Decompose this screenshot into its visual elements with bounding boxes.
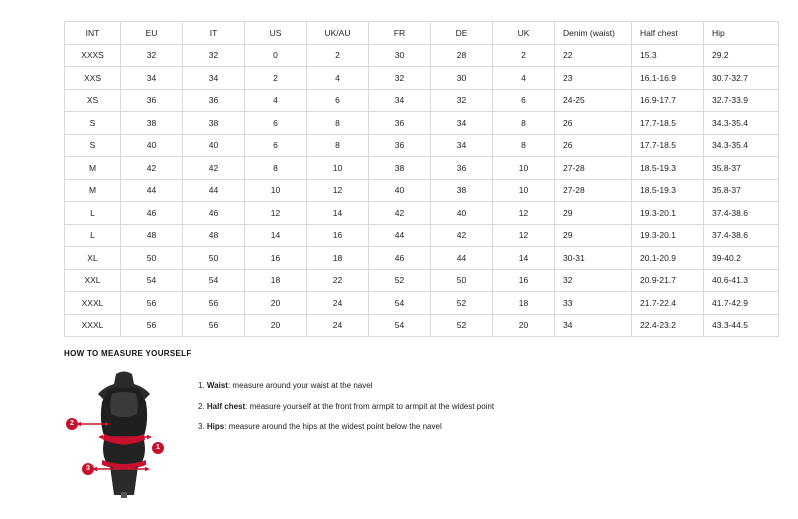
- table-cell: 15.3: [632, 44, 704, 67]
- table-cell: 12: [245, 202, 307, 225]
- table-cell: 18: [245, 269, 307, 292]
- table-row: [65, 89, 779, 112]
- table-cell: 56: [183, 292, 245, 315]
- table-cell: 24: [307, 292, 369, 315]
- table-cell: 38: [121, 112, 183, 135]
- table-cell: 34: [369, 89, 431, 112]
- table-cell: 34.3-35.4: [704, 112, 779, 135]
- table-cell: 39-40.2: [704, 247, 779, 270]
- table-cell: 14: [307, 202, 369, 225]
- table-cell: 16: [307, 224, 369, 247]
- table-cell: 42: [369, 202, 431, 225]
- table-cell: 24-25: [555, 89, 632, 112]
- measure-note-term: Waist: [206, 381, 228, 390]
- table-cell: 6: [245, 112, 307, 135]
- table-cell: 41.7-42.9: [704, 292, 779, 315]
- badge-half-chest: 2: [66, 418, 78, 430]
- table-cell: 44: [121, 179, 183, 202]
- table-cell: 17.7-18.5: [632, 112, 704, 135]
- table-cell: 48: [183, 224, 245, 247]
- table-row: [65, 134, 779, 157]
- table-cell: 12: [493, 224, 555, 247]
- table-cell: 52: [369, 269, 431, 292]
- table-cell: L: [65, 224, 121, 247]
- table-cell: 4: [493, 67, 555, 90]
- table-cell: 29: [555, 202, 632, 225]
- table-cell: 37.4-38.6: [704, 202, 779, 225]
- measure-note-term: Hips: [206, 422, 225, 432]
- mannequin-illustration: [64, 368, 184, 498]
- table-cell: 20: [245, 292, 307, 315]
- table-row: [65, 112, 779, 135]
- table-cell: 43.3-44.5: [704, 314, 779, 337]
- table-cell: 16.9-17.7: [632, 89, 704, 112]
- table-cell: 50: [431, 269, 493, 292]
- table-cell: 36: [121, 89, 183, 112]
- table-cell: 56: [121, 314, 183, 337]
- table-cell: 19.3-20.1: [632, 224, 704, 247]
- table-body: [65, 44, 779, 337]
- column-header: Denim (waist): [555, 22, 632, 45]
- column-header: UK: [493, 22, 555, 45]
- table-cell: 40: [121, 134, 183, 157]
- table-cell: 2: [493, 44, 555, 67]
- table-cell: 38: [183, 112, 245, 135]
- table-cell: XXL: [65, 269, 121, 292]
- table-cell: 10: [493, 157, 555, 180]
- table-cell: 23: [555, 67, 632, 90]
- table-cell: 38: [431, 179, 493, 202]
- table-cell: 40.6-41.3: [704, 269, 779, 292]
- table-cell: M: [65, 179, 121, 202]
- table-cell: 48: [121, 224, 183, 247]
- table-cell: 27-28: [555, 157, 632, 180]
- table-cell: 50: [183, 247, 245, 270]
- table-cell: 18.5-19.3: [632, 179, 704, 202]
- table-row: [65, 269, 779, 292]
- table-cell: 6: [245, 134, 307, 157]
- table-cell: 2: [245, 67, 307, 90]
- table-header-row: [65, 22, 779, 45]
- how-to-measure-title: HOW TO MEASURE YOURSELF: [64, 349, 192, 358]
- column-header: US: [245, 22, 307, 45]
- measure-note-text: : measure around the hips at the widest point below the navel: [224, 422, 442, 432]
- column-header: Hip: [704, 22, 779, 45]
- table-cell: 40: [183, 134, 245, 157]
- table-cell: 16.1-16.9: [632, 67, 704, 90]
- table-cell: 30: [369, 44, 431, 67]
- table-cell: 17.7-18.5: [632, 134, 704, 157]
- table-cell: 10: [245, 179, 307, 202]
- table-cell: 32: [431, 89, 493, 112]
- table-cell: 34: [431, 112, 493, 135]
- table-cell: M: [65, 157, 121, 180]
- table-cell: 36: [369, 134, 431, 157]
- table-header: [65, 22, 779, 45]
- table-cell: 22: [555, 44, 632, 67]
- table-cell: 42: [431, 224, 493, 247]
- table-cell: 34.3-35.4: [704, 134, 779, 157]
- table-cell: 30-31: [555, 247, 632, 270]
- table-cell: 29.2: [704, 44, 779, 67]
- column-header: INT: [65, 22, 121, 45]
- table-cell: XXXS: [65, 44, 121, 67]
- table-cell: 50: [121, 247, 183, 270]
- table-cell: 19.3-20.1: [632, 202, 704, 225]
- badge-waist: 1: [152, 442, 164, 454]
- table-row: [65, 224, 779, 247]
- measure-notes: [198, 368, 494, 443]
- table-cell: 40: [431, 202, 493, 225]
- table-cell: S: [65, 112, 121, 135]
- table-cell: 22: [307, 269, 369, 292]
- table-cell: 0: [245, 44, 307, 67]
- table-cell: 42: [121, 157, 183, 180]
- table-cell: 29: [555, 224, 632, 247]
- table-cell: 16: [493, 269, 555, 292]
- table-cell: 20.1-20.9: [632, 247, 704, 270]
- table-cell: 32: [121, 44, 183, 67]
- table-cell: 32: [183, 44, 245, 67]
- table-row: [65, 202, 779, 225]
- table-row: [65, 44, 779, 67]
- table-cell: 26: [555, 112, 632, 135]
- table-cell: 21.7-22.4: [632, 292, 704, 315]
- table-cell: 34: [183, 67, 245, 90]
- table-cell: XXS: [65, 67, 121, 90]
- how-to-measure-section: [64, 349, 744, 498]
- table-cell: 8: [307, 134, 369, 157]
- size-conversion-table: [64, 21, 779, 337]
- table-cell: 10: [493, 179, 555, 202]
- column-header: IT: [183, 22, 245, 45]
- table-cell: 46: [183, 202, 245, 225]
- badge-hips: 3: [82, 463, 94, 475]
- table-cell: 56: [183, 314, 245, 337]
- table-cell: 40: [369, 179, 431, 202]
- table-cell: 16: [245, 247, 307, 270]
- table-cell: 56: [121, 292, 183, 315]
- table-cell: 35.8-37: [704, 157, 779, 180]
- table-cell: 6: [493, 89, 555, 112]
- table-cell: 52: [431, 314, 493, 337]
- table-cell: 33: [555, 292, 632, 315]
- table-cell: 20: [493, 314, 555, 337]
- table-cell: 20.9-21.7: [632, 269, 704, 292]
- table-cell: 34: [121, 67, 183, 90]
- table-cell: 54: [369, 314, 431, 337]
- table-cell: 44: [183, 179, 245, 202]
- table-cell: 54: [121, 269, 183, 292]
- table-cell: 36: [431, 157, 493, 180]
- table-cell: 18.5-19.3: [632, 157, 704, 180]
- column-header: FR: [369, 22, 431, 45]
- table-row: [65, 179, 779, 202]
- table-cell: 8: [493, 134, 555, 157]
- table-cell: 4: [307, 67, 369, 90]
- measure-note: [198, 422, 494, 432]
- table-cell: 54: [369, 292, 431, 315]
- table-cell: 32.7-33.9: [704, 89, 779, 112]
- mannequin-figure: [64, 368, 184, 498]
- table-cell: XL: [65, 247, 121, 270]
- table-cell: 8: [493, 112, 555, 135]
- table-cell: 24: [307, 314, 369, 337]
- table-cell: 32: [369, 67, 431, 90]
- measure-note-text: : measure yourself at the front from armpit to armpit at the widest point: [245, 401, 495, 411]
- table-cell: 34: [555, 314, 632, 337]
- table-row: [65, 292, 779, 315]
- table-cell: 46: [121, 202, 183, 225]
- table-cell: XS: [65, 89, 121, 112]
- table-row: [65, 67, 779, 90]
- table-cell: 38: [369, 157, 431, 180]
- table-cell: 46: [369, 247, 431, 270]
- table-cell: 8: [307, 112, 369, 135]
- table-cell: S: [65, 134, 121, 157]
- measure-note: [198, 402, 494, 412]
- table-cell: 12: [307, 179, 369, 202]
- column-header: DE: [431, 22, 493, 45]
- table-cell: 22.4-23.2: [632, 314, 704, 337]
- table-cell: 14: [493, 247, 555, 270]
- column-header: Half chest: [632, 22, 704, 45]
- table-cell: 18: [307, 247, 369, 270]
- table-cell: 34: [431, 134, 493, 157]
- table-cell: XXXL: [65, 314, 121, 337]
- table-row: [65, 157, 779, 180]
- table-cell: 35.8-37: [704, 179, 779, 202]
- measure-note-number: 2.: [198, 401, 205, 411]
- table-cell: 20: [245, 314, 307, 337]
- table-cell: 44: [369, 224, 431, 247]
- table-cell: 10: [307, 157, 369, 180]
- measure-note-number: 1.: [198, 381, 205, 390]
- measure-note-text: : measure around your waist at the navel: [227, 381, 373, 390]
- table-cell: 52: [431, 292, 493, 315]
- table-cell: 12: [493, 202, 555, 225]
- table-cell: 18: [493, 292, 555, 315]
- table-cell: 8: [245, 157, 307, 180]
- column-header: UK/AU: [307, 22, 369, 45]
- table-row: [65, 314, 779, 337]
- table-cell: 2: [307, 44, 369, 67]
- table-cell: 44: [431, 247, 493, 270]
- table-cell: 6: [307, 89, 369, 112]
- table-cell: 36: [369, 112, 431, 135]
- table-cell: 32: [555, 269, 632, 292]
- table-cell: 37.4-38.6: [704, 224, 779, 247]
- table-cell: 27-28: [555, 179, 632, 202]
- measure-note: [198, 381, 494, 391]
- table-cell: 30: [431, 67, 493, 90]
- table-cell: 4: [245, 89, 307, 112]
- table-cell: 36: [183, 89, 245, 112]
- table-row: [65, 247, 779, 270]
- table-cell: 26: [555, 134, 632, 157]
- table-cell: 28: [431, 44, 493, 67]
- table-cell: L: [65, 202, 121, 225]
- table-cell: XXXL: [65, 292, 121, 315]
- table-cell: 54: [183, 269, 245, 292]
- table-cell: 42: [183, 157, 245, 180]
- measure-note-number: 3.: [198, 422, 205, 432]
- table-cell: 14: [245, 224, 307, 247]
- table-cell: 30.7-32.7: [704, 67, 779, 90]
- column-header: EU: [121, 22, 183, 45]
- measure-note-term: Half chest: [206, 401, 246, 411]
